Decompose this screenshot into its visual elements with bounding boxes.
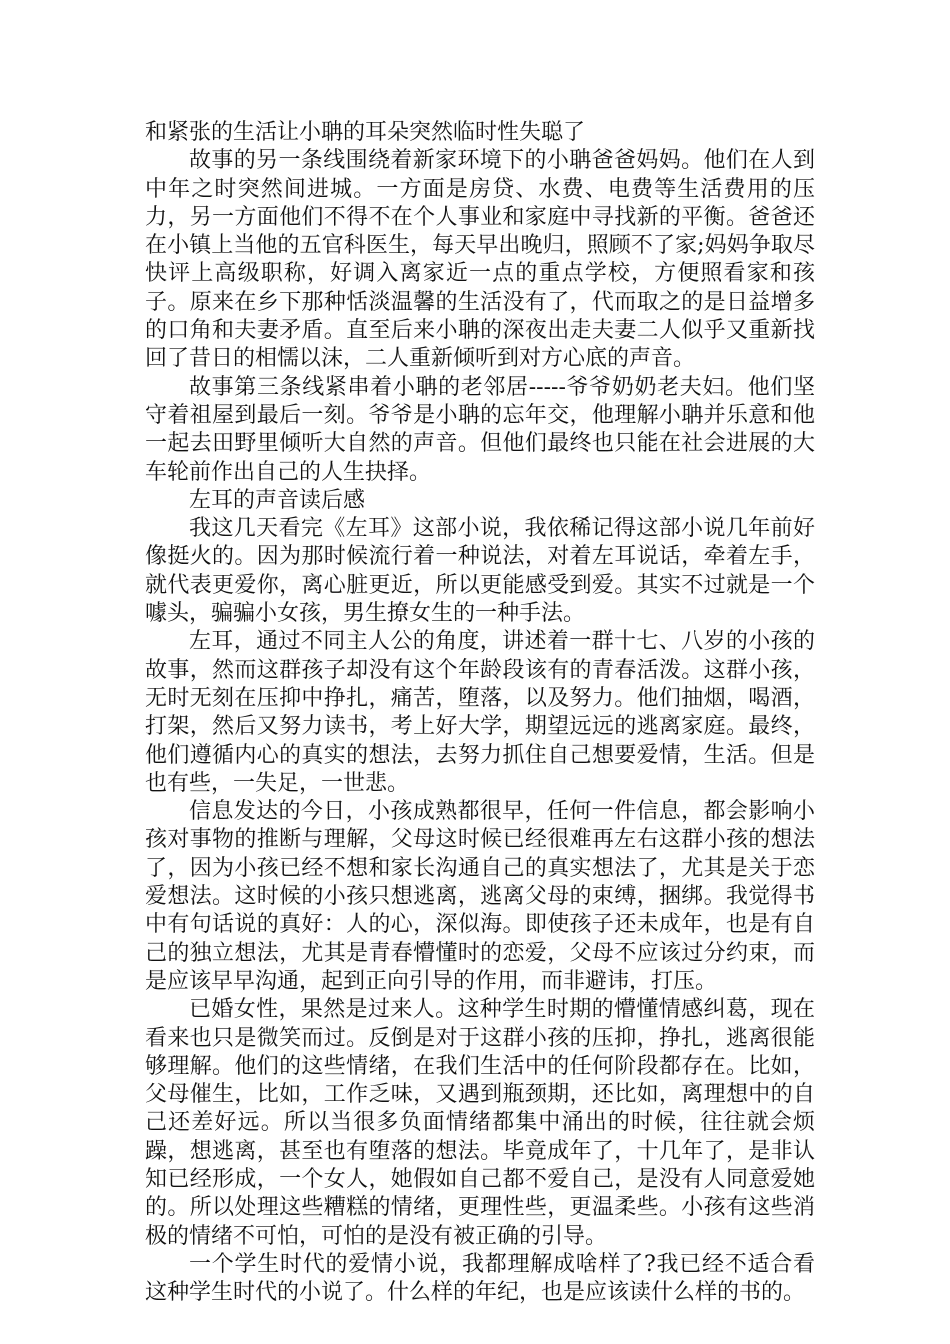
paragraph-continuation: 和紧张的生活让小聃的耳朵突然临时性失聪了 (145, 120, 586, 145)
paragraph-information-age: 信息发达的今日，小孩成熟都很早，任何一件信息，都会影响小孩对事物的推断与理解，父母这时候已经很难再左右这群小孩的想法了，因为小孩已经不想和家长沟通自己的真实想法了，尤其是关于恋爱想法。这时候的小孩只想逃离，逃离父母的束缚，捆绑。我觉得书中有句话说的真好：人的心，深似海。即使孩子还未成年，也是有自己的独立想法，尤其是青春懵懂时的恋爱，父母不应该过分约束，而是应该早早沟通，起到正向引导的作用，而非避讳，打压。 (145, 799, 815, 994)
paragraph-parents-storyline: 故事的另一条线围绕着新家环境下的小聃爸爸妈妈。他们在人到中年之时突然间进城。一方面是房贷、水费、电费等生活费用的压力，另一方面他们不得不在个人事业和家庭中寻找新的平衡。爸爸还在小镇上当他的五官科医生，每天早出晚归，照顾不了家;妈妈争取尽快评上高级职称，好调入离家近一点的重点学校，方便照看家和孩子。原来在乡下那种恬淡温馨的生活没有了，代而取之的是日益增多的口角和夫妻矛盾。直至后来小聃的深夜出走夫妻二人似乎又重新找回了昔日的相懦以沫，二人重新倾听到对方心底的声音。 (145, 148, 815, 372)
paragraph-characters: 左耳，通过不同主人公的角度，讲述着一群十七、八岁的小孩的故事，然而这群孩子却没有这个年龄段该有的青春活泼。这群小孩，无时无刻在压抑中挣扎，痛苦，堕落，以及努力。他们抽烟，喝酒，打架，然后又努力读书，考上好大学，期望远远的逃离家庭。最终，他们遵循内心的真实的想法，去努力抓住自己想要爱情，生活。但是也有些，一失足，一世悲。 (145, 629, 815, 796)
paragraph-conclusion: 一个学生时代的爱情小说，我都理解成啥样了?我已经不适合看这种学生时代的小说了。什么样的年纪，也是应该读什么样的书的。 (145, 1251, 815, 1306)
paragraph-married-woman: 已婚女性，果然是过来人。这种学生时期的懵懂情感纠葛，现在看来也只是微笑而过。反倒是对于这群小孩的压抑，挣扎，逃离很能够理解。他们的这些情绪，在我们生活中的任何阶段都存在。比如，父母催生，比如，工作乏味，又遇到瓶颈期，还比如，离理想中的自己还差好远。所以当很多负面情绪都集中涌出的时候，往往就会烦躁，想逃离，甚至也有堕落的想法。毕竟成年了，十几年了，是非认知已经形成，一个女人，她假如自己都不爱自己，是没有人同意爱她的。所以处理这些糟糕的情绪，更理性些，更温柔些。小孩有这些消极的情绪不可怕，可怕的是没有被正确的引导。 (145, 997, 815, 1249)
paragraph-neighbors-storyline: 故事第三条线紧串着小聃的老邻居-----爷爷奶奶老夫妇。他们坚守着祖屋到最后一刻。爷爷是小聃的忘年交，他理解小聃并乐意和他一起去田野里倾听大自然的声音。但他们最终也只能在社会进展的大车轮前作出自己的人生抉择。 (145, 374, 815, 485)
section-heading: 左耳的声音读后感 (189, 487, 366, 513)
document-page (145, 119, 815, 1307)
paragraph-intro: 我这几天看完《左耳》这部小说，我依稀记得这部小说几年前好像挺火的。因为那时候流行着一种说法，对着左耳说话，牵着左手，就代表更爱你，离心脏更近，所以更能感受到爱。其实不过就是一个噱头，骗骗小女孩，男生撩女生的一种手法。 (145, 516, 815, 627)
